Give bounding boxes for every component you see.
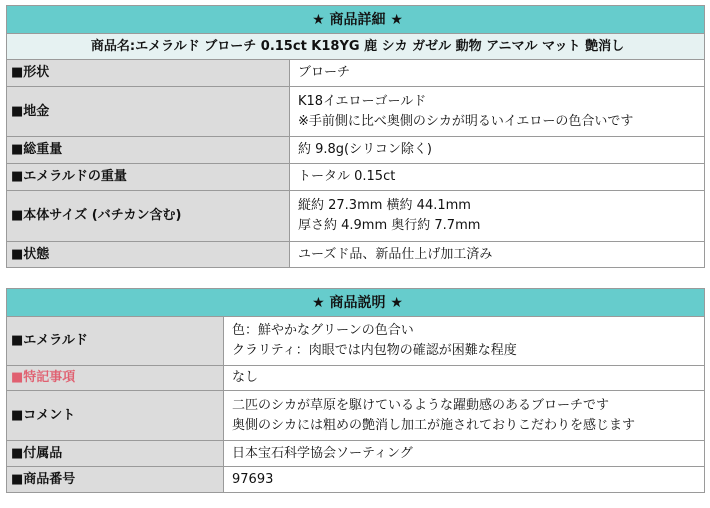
row-label-comment: ■コメント [7, 391, 224, 441]
row-value-accessories: 日本宝石科学協会ソーティング [224, 441, 705, 467]
row-label-special-notes: ■特記事項 [7, 366, 224, 391]
row-label-emerald-weight: ■エメラルドの重量 [7, 164, 290, 191]
row-value-emerald-weight: トータル 0.15ct [290, 164, 705, 191]
product-details-table [6, 5, 705, 268]
row-label-metal: ■地金 [7, 87, 290, 137]
row-label-total-weight: ■総重量 [7, 137, 290, 164]
row-label-accessories: ■付属品 [7, 441, 224, 467]
description-header: ★ 商品説明 ★ [7, 289, 705, 317]
product-name: 商品名:エメラルド ブローチ 0.15ct K18YG 鹿 シカ ガゼル 動物 アニマル マット 艶消し [7, 34, 705, 60]
row-value-special-notes: なし [224, 366, 705, 391]
row-label-emerald: ■エメラルド [7, 317, 224, 366]
row-label-size: ■本体サイズ (バチカン含む) [7, 191, 290, 242]
row-value-shape: ブローチ [290, 60, 705, 87]
row-value-total-weight: 約 9.8g(シリコン除く) [290, 137, 705, 164]
row-value-metal: K18イエローゴールド ※手前側に比べ奥側のシカが明るいイエローの色合いです [290, 87, 705, 137]
row-label-condition: ■状態 [7, 242, 290, 268]
row-value-size: 縦約 27.3mm 横約 44.1mm 厚さ約 4.9mm 奥行約 7.7mm [290, 191, 705, 242]
details-header: ★ 商品詳細 ★ [7, 6, 705, 34]
product-description-table [6, 288, 705, 493]
row-value-condition: ユーズド品、新品仕上げ加工済み [290, 242, 705, 268]
row-label-product-number: ■商品番号 [7, 467, 224, 493]
row-label-shape: ■形状 [7, 60, 290, 87]
row-value-product-number: 97693 [224, 467, 705, 493]
row-value-comment: 二匹のシカが草原を駆けているような躍動感のあるブローチです 奥側のシカには粗めの艶消し加工が施されておりこだわりを感じます [224, 391, 705, 441]
row-value-emerald: 色：鮮やかなグリーンの色合い クラリティ：肉眼では内包物の確認が困難な程度 [224, 317, 705, 366]
